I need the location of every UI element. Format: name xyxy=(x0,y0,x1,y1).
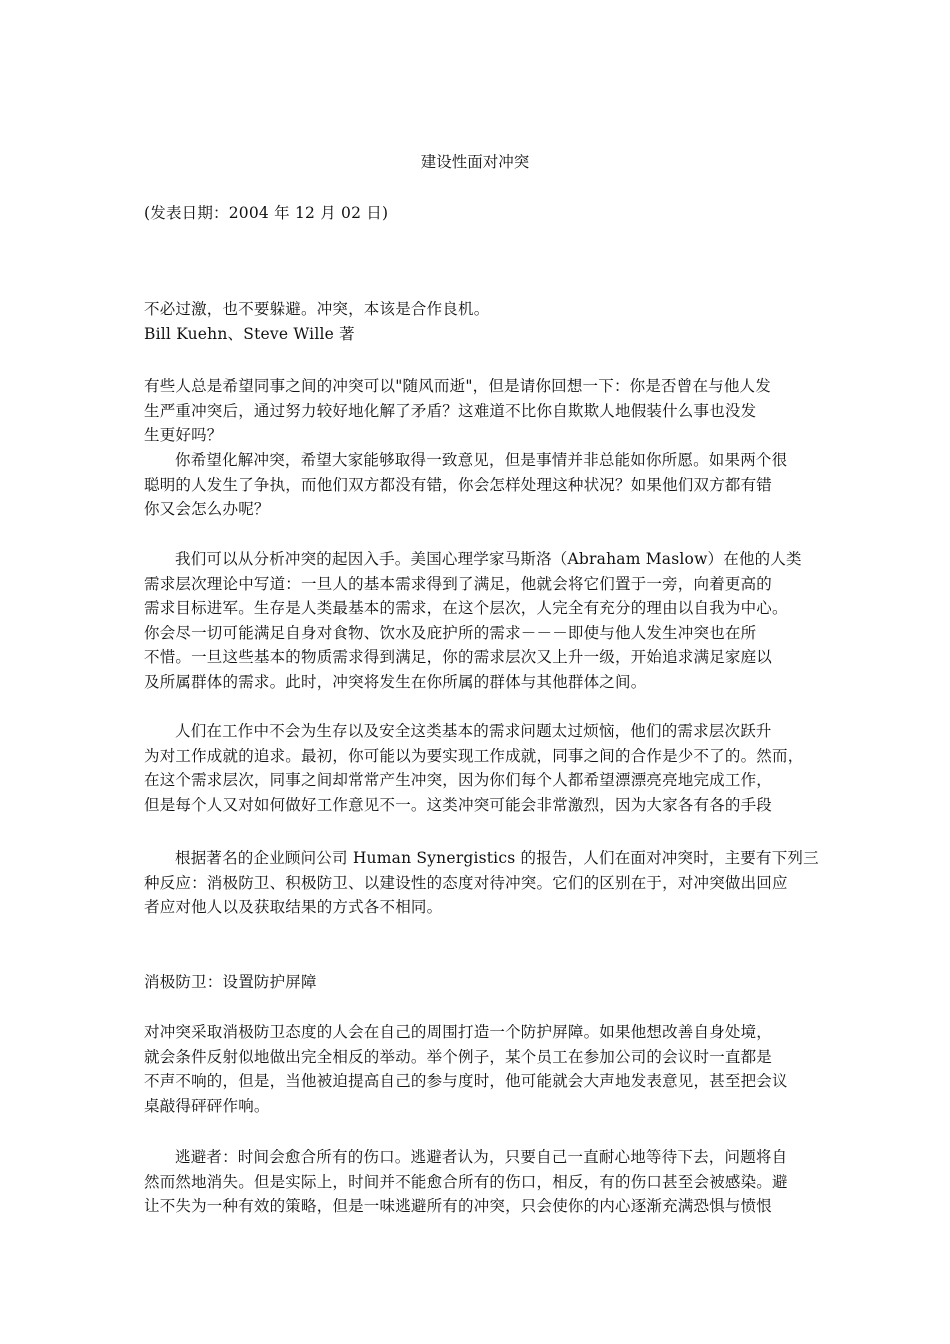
paragraph-line: 你会尽一切可能满足自身对食物、饮水及庇护所的需求－－－即使与他人发生冲突也在所 xyxy=(144,623,757,642)
paragraph-7 xyxy=(144,1145,812,1219)
paragraph-3 xyxy=(144,547,812,695)
paragraph-line: 不声不响的，但是，当他被迫提高自己的参与度时，他可能就会大声地发表意见，甚至把会议 xyxy=(144,1072,788,1091)
paragraph-line: 人们在工作中不会为生存以及安全这类基本的需求问题太过烦恼，他们的需求层次跃升 xyxy=(175,722,772,740)
publish-date-text: (发表日期：2004 年 12 月 02 日) xyxy=(144,204,389,222)
paragraph-line: 逃避者：时间会愈合所有的伤口。逃避者认为，只要自己一直耐心地等待下去，问题将自 xyxy=(175,1148,788,1166)
paragraph-line: 者应对他人以及获取结果的方式各不相同。 xyxy=(144,898,443,917)
article-authors: Bill Kuehn、Steve Wille 著 xyxy=(144,324,355,343)
paragraph-line: 需求层次理论中写道：一旦人的基本需求得到了满足，他就会将它们置于一旁，向着更高的 xyxy=(144,574,773,593)
article-header xyxy=(144,297,812,346)
paragraph-line: 然而然地消失。但是实际上，时间并不能愈合所有的伤口，相反，有的伤口甚至会被感染。避 xyxy=(144,1172,788,1191)
paragraph-line: 就会条件反射似地做出完全相反的举动。举个例子，某个员工在参加公司的会议时一直都是 xyxy=(144,1047,773,1066)
publish-date xyxy=(144,201,812,226)
paragraph-line: 及所属群体的需求。此时，冲突将发生在你所属的群体与其他群体之间。 xyxy=(144,672,647,691)
paragraph-1 xyxy=(144,374,812,448)
paragraph-line: 对冲突采取消极防卫态度的人会在自己的周围打造一个防护屏障。如果他想改善自身处境， xyxy=(144,1023,773,1041)
paragraph-line: 不惜。一旦这些基本的物质需求得到满足，你的需求层次又上升一级，开始追求满足家庭以 xyxy=(144,648,773,667)
paragraph-5 xyxy=(144,846,819,920)
paragraph-line: 种反应：消极防卫、积极防卫、以建设性的态度对待冲突。它们的区别在于，对冲突做出回应 xyxy=(144,873,788,892)
paragraph-line: 需求目标进军。生存是人类最基本的需求，在这个层次，人完全有充分的理由以自我为中心。 xyxy=(144,599,788,618)
paragraph-line: 你又会怎么办呢？ xyxy=(144,500,270,519)
paragraph-line: 桌敲得砰砰作响。 xyxy=(144,1096,270,1115)
paragraph-line: 生严重冲突后，通过努力较好地化解了矛盾？这难道不比你自欺欺人地假装什么事也没发 xyxy=(144,401,757,420)
paragraph-6 xyxy=(144,1020,812,1118)
paragraph-line: 根据著名的企业顾问公司 Human Synergistics 的报告，人们在面对冲突时，主要有下列三 xyxy=(175,849,819,867)
section-heading xyxy=(144,970,812,995)
section-heading-text: 消极防卫：设置防护屏障 xyxy=(144,973,317,991)
paragraph-line: 让不失为一种有效的策略，但是一味逃避所有的冲突，只会使你的内心逐渐充满恐惧与愤恨 xyxy=(144,1197,773,1216)
paragraph-line: 聪明的人发生了争执，而他们双方都没有错，你会怎样处理这种状况？如果他们双方都有错 xyxy=(144,475,773,494)
paragraph-4 xyxy=(144,719,812,817)
paragraph-line: 生更好吗？ xyxy=(144,426,223,445)
paragraph-line: 有些人总是希望同事之间的冲突可以"随风而逝"，但是请你回想一下：你是否曾在与他人发 xyxy=(144,377,771,395)
paragraph-2 xyxy=(144,448,812,522)
document-title: 建设性面对冲突 xyxy=(420,153,530,171)
paragraph-line: 我们可以从分析冲突的起因入手。美国心理学家马斯洛（Abraham Maslow）在他的人类 xyxy=(175,550,802,568)
paragraph-line: 你希望化解冲突，希望大家能够取得一致意见，但是事情并非总能如你所愿。如果两个很 xyxy=(175,451,788,469)
article-subtitle: 不必过激，也不要躲避。冲突，本该是合作良机。 xyxy=(144,300,490,318)
paragraph-line: 但是每个人又对如何做好工作意见不一。这类冲突可能会非常激烈，因为大家各有各的手段 xyxy=(144,795,773,814)
paragraph-line: 在这个需求层次，同事之间却常常产生冲突，因为你们每个人都希望漂漂亮亮地完成工作， xyxy=(144,771,773,790)
paragraph-line: 为对工作成就的追求。最初，你可能以为要实现工作成就，同事之间的合作是少不了的。然而， xyxy=(144,746,804,765)
